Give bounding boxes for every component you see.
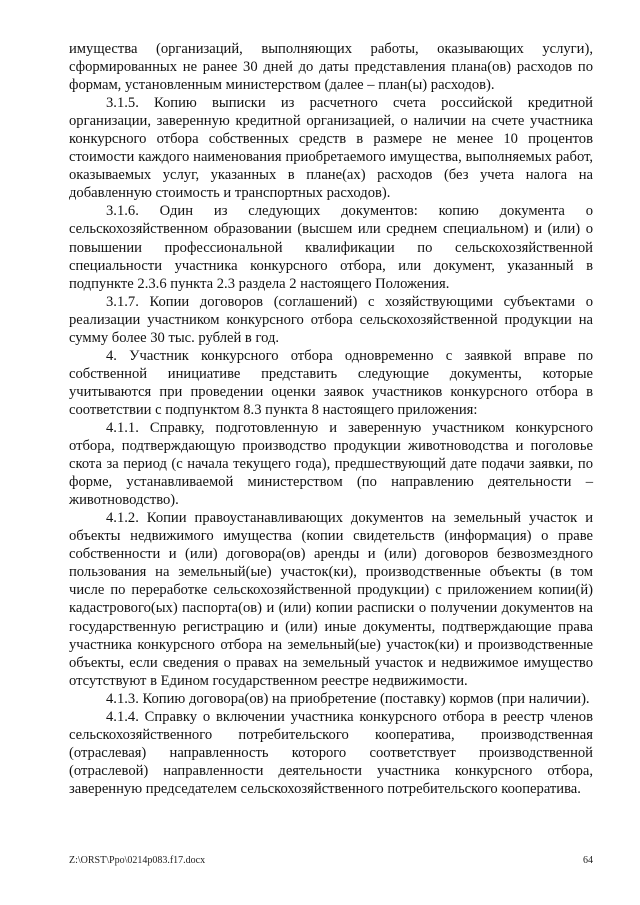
paragraph-4-1-3: 4.1.3. Копию договора(ов) на приобретение (поставку) кормов (при наличии). <box>106 690 590 707</box>
paragraph-3-1-6: 3.1.6. Один из следующих документов: копию документа о сельскохозяйственном образовании (высшем или среднем специальном) и (или) о повышении профессиональной квалификации по сельскохозяйственной специальности участника конкурсного отбора, или документ, указанный в подпункте 2.3.6 пункта 2.3 раздела 2 настоящего Положения. <box>69 203 593 292</box>
paragraph-4-1-4: 4.1.4. Справку о включении участника конкурсного отбора в реестр членов сельскохозяйственного потребительского кооператива, производственная (отраслевая) направленность которого соответствует производственной (отраслевой) направленности деятельности участника конкурсного отбора, заверенную председателем сельскохозяйственного потребительского кооператива. <box>69 708 593 797</box>
document-page <box>69 40 593 798</box>
paragraph-continuation: имущества (организаций, выполняющих работы, оказывающих услуги), сформированных не ранее 30 дней до даты представления плана(ов) расходов по формам, установленным министерством (далее – план(ы) расходов). <box>69 41 593 94</box>
paragraph-4-1-1: 4.1.1. Справку, подготовленную и заверенную участником конкурсного отбора, подтверждающую производство продукции животноводства и поголовье скота за период (с начала текущего года), предшествующий дате подачи заявки, по форме, устанавливаемой министерством (по направлению деятельности – животноводство). <box>69 419 593 509</box>
paragraph-3-1-7: 3.1.7. Копии договоров (соглашений) с хозяйствующими субъектами о реализации участником конкурсного отбора сельскохозяйственной продукции на сумму более 30 тыс. рублей в год. <box>69 293 593 346</box>
paragraph-4-1-2: 4.1.2. Копии правоустанавливающих документов на земельный участок и объекты недвижимого имущества (копии свидетельств (информация) о праве собственности и (или) договора(ов) аренды и (или) договоров безвозмездного пользования на земельный(ые) участок(ки), производственные объекты (в том числе по переработке сельскохозяйственной продукции) с приложением копии(й) кадастрового(ых) паспорта(ов) и (или) копии расписки о получении документов на государственную регистрацию и (или) иные документы, подтверждающие права участника конкурсного отбора на земельный(ые) участок(ки) и производственные объекты, если сведения о правах на земельный участок и недвижимое имущество отсутствуют в Едином государственном реестре недвижимости. <box>69 510 593 689</box>
paragraph-4: 4. Участник конкурсного отбора одновременно с заявкой вправе по собственной инициативе представить следующие документы, которые учитываются при проведении оценки заявок участников конкурсного отбора в соответствии с подпунктом 8.3 пункта 8 настоящего приложения: <box>69 347 593 418</box>
footer-file-path: Z:\ORST\Ppo\0214p083.f17.docx <box>69 855 206 866</box>
paragraph-3-1-5: 3.1.5. Копию выписки из расчетного счета российской кредитной организации, заверенную кредитной организацией, о наличии на счете участника конкурсного отбора собственных средств в размере не менее 10 процентов стоимости каждого наименования приобретаемого имущества, выполняемых работ, оказываемых услуг, указанных в плане(ах) расходов (без учета налога на добавленную стоимость и транспортных расходов). <box>69 95 593 202</box>
page-number: 64 <box>583 855 593 866</box>
